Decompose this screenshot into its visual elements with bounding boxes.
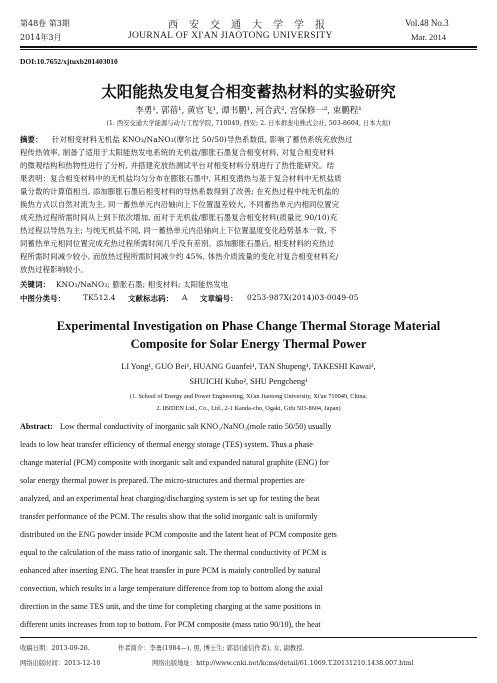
abstract-cn-line: 成充热过程所需时间从上到下依次增加, 而对于无机盐/膨胀石墨复合相变材料(质量比 90/10)充 [20, 213, 338, 222]
doi: DOI:10.7652/xjtuxb201403010 [20, 57, 118, 66]
authors-en-line: LI Yong¹, GUO Bei¹, HUANG Guanfei¹, TAN Shupeng¹, TAKESHI Kawai², [121, 362, 376, 371]
date-cn: 2014年3月 [20, 33, 62, 42]
abstract-en-line: distributed on the ENG powder inside PCM composite and the latent heat of PCM composite gets [20, 530, 337, 539]
abstract-cn-line: 程传热效率, 制备了适用于太阳能热发电系统的无机盐/膨胀石墨复合相变材料, 对复合相变材料 [20, 148, 335, 157]
header-rule-thin [20, 49, 477, 50]
class-number: TK512.4 [83, 293, 116, 302]
abstract-en-line: leads to low heat transfer efficiency of thermal energy storage (TES) system. Thus a phase [20, 440, 313, 449]
abstract-en-line: equal to the calculation of the mass ratio of inorganic salt. The thermal conductivity of PCM is [20, 548, 327, 557]
abstract-cn-line: 果表明：复合相变材料中的无机盐均匀分布在膨胀石墨中, 其相变潜热与基于复合材料中无机盐质 [20, 174, 342, 183]
volume-cn: 第48卷 第3期 [20, 19, 70, 28]
abstract-en-line: change material (PCM) composite with inorganic salt and expanded natural graphite (ENG) for [20, 458, 329, 467]
abstract-cn-line: 量分数的计算值相当, 添加膨胀石墨后相变材料的导热系数得到了改善; 在充热过程中纯无机盐的 [20, 187, 340, 196]
affiliation-cn: (1. 西安交通大学能源与动力工程学院, 710049, 西安; 2. 日本揖斐电株式会社, 503-8604, 日本大垣) [106, 120, 391, 127]
date-en: Mar. 2014 [411, 32, 446, 42]
abstract-cn-line: 放热过程影响较小。 [20, 265, 88, 274]
abstract-cn-line: 同蓄热单元相同位置完成充热过程所需时间几乎没有差别。添加膨胀石墨后, 相变材料的充热过 [20, 239, 335, 248]
abstract-en-line: convection, which results in a large temperature difference from top to bottom along the axial [20, 584, 323, 593]
abstract-cn-line: 的微观结构和热物性进行了分析, 并搭建充放热测试平台对相变材料分别进行了热性能研究。结 [20, 161, 335, 170]
affiliation-en-line: 2. IBIDEN Ltd., Co., Ltd., 2-1 Kanda-cho, Ogaki, Gifu 503-8604, Japan) [156, 405, 341, 412]
received-date: 收稿日期：2013-09-26. [20, 645, 90, 652]
journal-title-cn: 西安交通大学学报 [168, 20, 336, 31]
online-date: 网络出版时间：2013-12-10 [20, 660, 101, 667]
abstract-en-line: analyzed, and an experimental heat charging/discharging system is set up for testing the heat [20, 494, 320, 503]
class-number-label: 中图分类号： [20, 294, 66, 303]
keywords-cn: KNO₃/NaNO₃; 膨胀石墨; 相变材料; 太阳能热发电 [56, 280, 229, 289]
title-cn: 太阳能热发电复合相变蓄热材料的实验研究 [101, 83, 396, 101]
abstract-cn-label: 摘要： [20, 135, 43, 144]
authors-en-line: SHUICHI Kubo², SHU Pengcheng¹ [189, 377, 308, 386]
abstract-en-line: solar energy thermal power is prepared. The micro-structures and thermal properties are [20, 476, 305, 485]
volume-en: Vol.48 No.3 [405, 18, 449, 28]
doc-code-label: 文献标志码： [128, 294, 174, 303]
author-bio: 作者简介：李勇(1984—), 男, 博士生; 郭蓓(通信作者), 女, 副教授. [118, 645, 305, 652]
abstract-en-line: different units increases from top to bottom. For PCM composite (mass ratio 90/10), the heat [20, 620, 321, 629]
journal-title-en: JOURNAL OF XI'AN JIAOTONG UNIVERSITY [128, 31, 333, 41]
abstract-cn-line: 换热方式以自然对流为主, 同一蓄热单元内沿轴向上下位置温差较大, 不同蓄热单元内相同位置完 [20, 200, 340, 209]
footer-rule [20, 637, 477, 638]
abstract-en-line: direction in the same TES unit, and the time for completing charging at the same positions in [20, 602, 321, 611]
affiliation-en-line: (1. School of Energy and Power Engineering, Xi'an Jiaotong University, Xi'an 710049, China; [129, 393, 368, 400]
abstract-en-label: Abstract: [20, 422, 53, 431]
authors-cn: 李勇¹, 郭蓓¹, 黄官飞¹, 谭书鹏¹, 河合武², 宫保修一², 束鹏程¹ [135, 106, 362, 116]
abstract-en-line: enhanced after inserting ENG. The heat transfer in pure PCM is mainly controlled by natural [20, 566, 321, 575]
article-number: 0253-987X(2014)03-0049-05 [247, 293, 359, 302]
abstract-cn-line: 热过程以导热为主; 与纯无机盐不同, 同一蓄热单元内沿轴向上下位置温度变化趋势基本一致, 不 [20, 226, 337, 235]
header-rule [20, 46, 477, 48]
abstract-cn-line: 程所需时间减少较小, 而放热过程所需时间减少约 45%, 体热介质流量的变化对复合相变材料充/ [20, 252, 339, 261]
doc-code: A [182, 293, 188, 302]
article-number-label: 文章编号： [200, 294, 238, 303]
title-en-line: Experimental Investigation on Phase Change Thermal Storage Material [56, 319, 441, 333]
abstract-en-line: transfer performance of the PCM. The results show that the solid inorganic salt is uniformly [20, 512, 318, 521]
keywords-cn-label: 关键词： [20, 280, 51, 289]
abstract-en-line: Low thermal conductivity of inorganic salt KNO₃/NaNO₃(mole ratio 50/50) usually [60, 422, 332, 431]
online-url: 网络出版地址：http://www.cnki.net/kcms/detail/61.1069.T.20131210.1438.007.html [152, 660, 414, 667]
title-en-line: Composite for Solar Energy Thermal Power [130, 337, 367, 351]
abstract-cn-line: 针对相变材料无机盐 KNO₃/NaNO₃(摩尔比 50/50)导热系数低, 影响了蓄热系统充放热过 [52, 135, 353, 144]
